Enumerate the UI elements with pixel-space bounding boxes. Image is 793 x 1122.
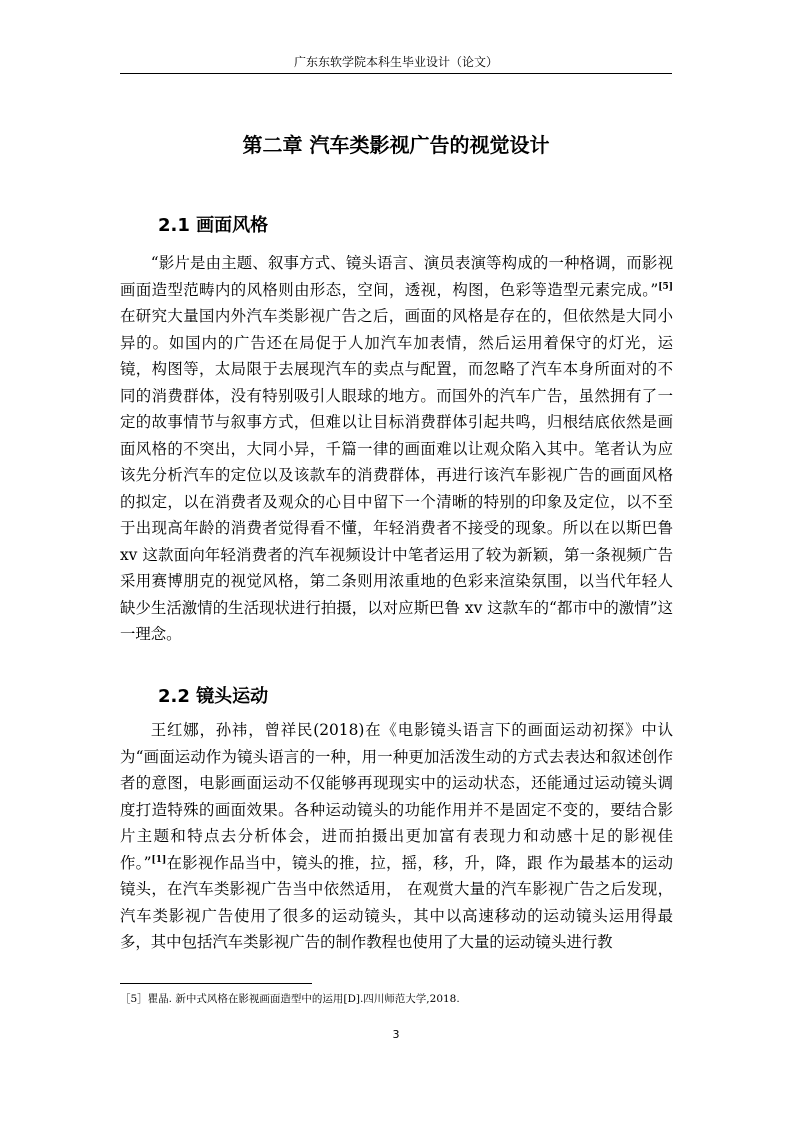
running-header: 广东东软学院本科生毕业设计（论文） [120, 54, 672, 74]
body-paragraph-2-1 [120, 250, 673, 648]
section-heading-2-2: 2.2 镜头运动 [158, 686, 269, 707]
paragraph-text: 在影视作品当中，镜头的推，拉，摇，移，升，降，跟 作为最基本的运动镜头，在汽车类影视广告当中依然适用， 在观赏大量的汽车影视广告之后发现，汽车类影视广告使用了很多的运动镜头，其中以高速移动的运动镜头运用得最多，其中包括汽车类影视广告的制作教程也使用了大量的运动镜头进行教 [120, 853, 673, 951]
paragraph-text: 在研究大量国内外汽车类影视广告之后，画面的风格是存在的，但依然是大同小异的。如国内的广告还在局促于人加汽车加表情，然后运用着保守的灯光，运镜，构图等，太局限于去展现汽车的卖点与配置，而忽略了汽车本身所面对的不同的消费群体，没有特别吸引人眼球的地方。而国外的汽车广告，虽然拥有了一定的故事情节与叙事方式，但难以让目标消费群体引起共鸣，归根结底依然是画面风格的不突出，大同小异，千篇一律的画面难以让观众陷入其中。笔者认为应该先分析汽车的定位以及该款车的消费群体，再进行该汽车影视广告的画面风格的拟定，以在消费者及观众的心目中留下一个清晰的特别的印象及定位，以不至于出现高年龄的消费者觉得看不懂，年轻消费者不接受的现象。所以在以斯巴鲁 xv 这款面向年轻消费者的汽车视频设计中笔者运用了较为新颖，第一条视频广告采用赛博朋克的视觉风格，第二条则用浓重地的色彩来渲染氛围，以当代年轻人缺少生活激情的生活现状进行拍摄，以对应斯巴鲁 xv 这款车的“都市中的激情”这一理念。 [120, 307, 673, 643]
paragraph-text: 王红娜，孙祎，曾祥民(2018)在《电影镜头语言下的画面运动初探》中认为“画面运动作为镜头语言的一种，用一种更加活泼生动的方式去表达和叙述创作者的意图，电影画面运动不仅能够再现现实中的运动状态，还能通过运动镜头调度打造特殊的画面效果。各种运动镜头的功能作用并不是固定不变的，要结合影片主题和特点去分析体会，进而拍摄出更加富有表现力和动感十足的影视佳作。” [120, 721, 673, 872]
citation-marker: [5] [658, 281, 673, 292]
paragraph-text: “影片是由主题、叙事方式、镜头语言、演员表演等构成的一种格调，而影视画面造型范畴内的风格则由形态，空间，透视，构图，色彩等造型元素完成。” [120, 254, 673, 299]
chapter-title: 第二章 汽车类影视广告的视觉设计 [242, 133, 550, 157]
citation-marker: [1] [151, 854, 167, 865]
footnote-divider [120, 983, 312, 984]
body-paragraph-2-2 [120, 717, 673, 956]
footnote: ［5］瞿晶. 新中式风格在影视画面造型中的运用[D].四川师范大学,2018. [120, 993, 460, 1005]
page-number: 3 [392, 1028, 400, 1041]
section-heading-2-1: 2.1 画面风格 [158, 215, 269, 236]
